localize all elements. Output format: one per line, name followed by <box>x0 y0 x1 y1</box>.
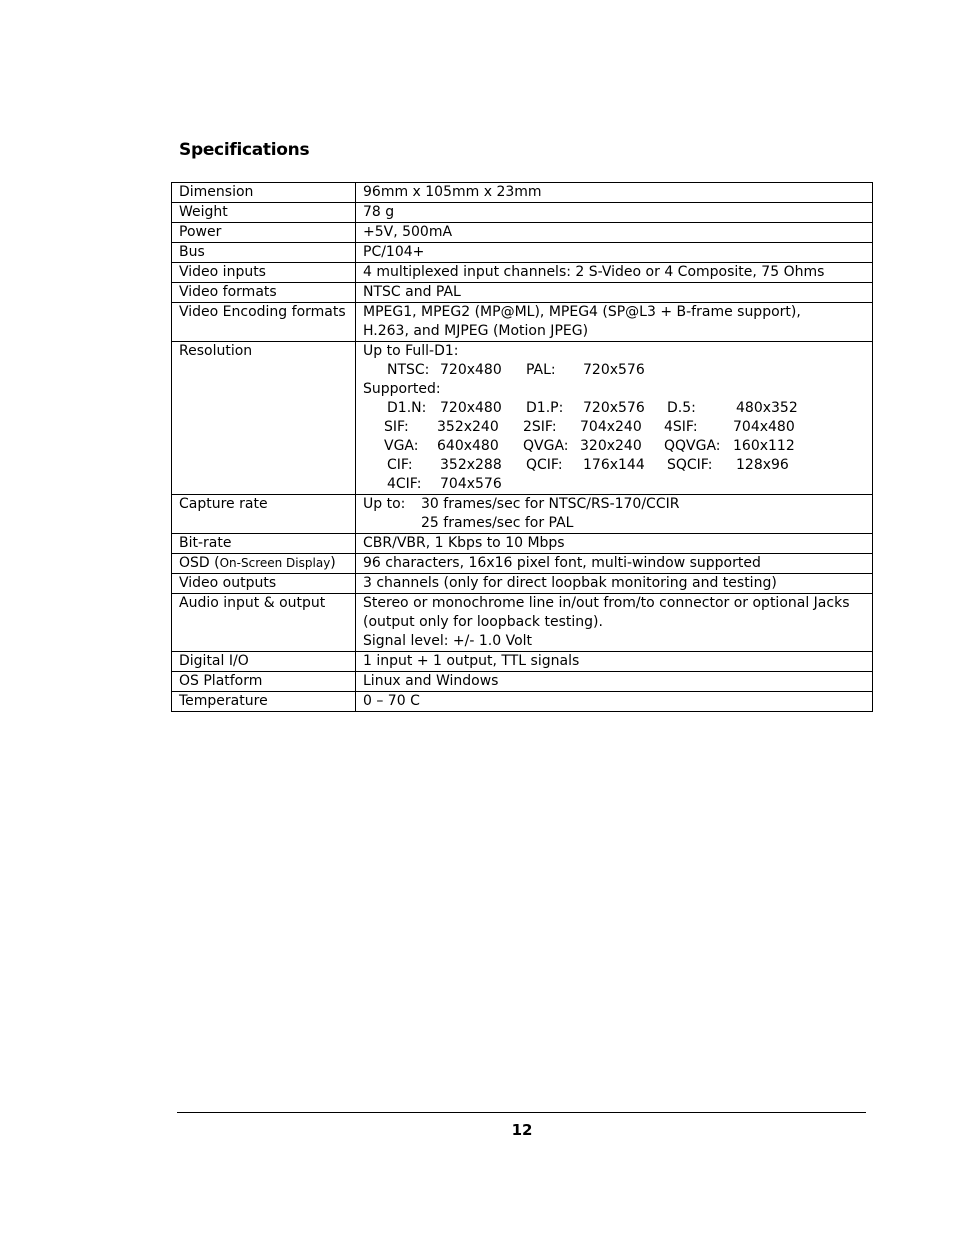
spec-label: Resolution <box>172 342 356 495</box>
spec-value: 78 g <box>356 203 873 223</box>
resolution-format-value: 720x576 <box>583 400 645 416</box>
spec-label: Video outputs <box>172 574 356 594</box>
spec-label: Bus <box>172 243 356 263</box>
spec-label: Capture rate <box>172 495 356 534</box>
resolution-value <box>356 342 873 495</box>
spec-value: CBR/VBR, 1 Kbps to 10 Mbps <box>356 534 873 554</box>
resolution-format-name: SIF: <box>384 419 409 435</box>
resolution-format-value: 128x96 <box>736 457 789 473</box>
spec-value: 3 channels (only for direct loopbak monitoring and testing) <box>356 574 873 594</box>
spec-label <box>172 554 356 574</box>
spec-label: Power <box>172 223 356 243</box>
table-row <box>172 594 873 652</box>
spec-value-line: H.263, and MJPEG (Motion JPEG) <box>363 323 589 339</box>
resolution-format-value: 704x576 <box>440 476 502 492</box>
resolution-format-value: 704x240 <box>580 419 642 435</box>
resolution-row <box>363 437 865 456</box>
table-row <box>172 283 873 303</box>
spec-value: 1 input + 1 output, TTL signals <box>356 652 873 672</box>
spec-label: Dimension <box>172 183 356 203</box>
section-title: Specifications <box>179 140 310 160</box>
table-row <box>172 342 873 495</box>
resolution-format-name: D1.P: <box>526 400 564 416</box>
resolution-format-name: 4SIF: <box>664 419 698 435</box>
resolution-format-name: D.5: <box>667 400 696 416</box>
resolution-format-value: 176x144 <box>583 457 645 473</box>
resolution-format-value: 704x480 <box>733 419 795 435</box>
table-row <box>172 672 873 692</box>
resolution-format-value: 720x480 <box>440 362 502 378</box>
spec-label: Video inputs <box>172 263 356 283</box>
resolution-format-name: D1.N: <box>387 400 427 416</box>
spec-value: +5V, 500mA <box>356 223 873 243</box>
resolution-format-name: QQVGA: <box>664 438 721 454</box>
spec-value: NTSC and PAL <box>356 283 873 303</box>
resolution-format-name: QVGA: <box>523 438 569 454</box>
resolution-format-value: 720x480 <box>440 400 502 416</box>
spec-value-line: Signal level: +/- 1.0 Volt <box>363 633 533 649</box>
spec-label: Video formats <box>172 283 356 303</box>
resolution-format-value: 160x112 <box>733 438 795 454</box>
page-number: 12 <box>511 1121 533 1139</box>
spec-label: Audio input & output <box>172 594 356 652</box>
spec-label-text: OSD ( <box>179 555 220 571</box>
specifications-table <box>171 182 873 712</box>
spec-value-line: 25 frames/sec for PAL <box>421 515 574 531</box>
spec-value-line: MPEG1, MPEG2 (MP@ML), MPEG4 (SP@L3 + B-frame support), <box>363 304 801 320</box>
spec-label: OS Platform <box>172 672 356 692</box>
resolution-format-name: 4CIF: <box>387 476 422 492</box>
spec-value: 0 – 70 C <box>356 692 873 712</box>
spec-label: Temperature <box>172 692 356 712</box>
table-row <box>172 574 873 594</box>
resolution-full-header: Up to Full-D1: <box>363 343 459 359</box>
resolution-supported-header: Supported: <box>363 381 441 397</box>
resolution-format-value: 320x240 <box>580 438 642 454</box>
table-row <box>172 534 873 554</box>
footer-divider <box>177 1112 866 1113</box>
table-row <box>172 223 873 243</box>
resolution-format-name: VGA: <box>384 438 419 454</box>
spec-value: PC/104+ <box>356 243 873 263</box>
resolution-format-value: 480x352 <box>736 400 798 416</box>
capture-rate-lead: Up to: <box>363 496 406 512</box>
spec-value: Linux and Windows <box>356 672 873 692</box>
spec-label: Video Encoding formats <box>172 303 356 342</box>
spec-value <box>356 594 873 652</box>
spec-value: 4 multiplexed input channels: 2 S-Video or 4 Composite, 75 Ohms <box>356 263 873 283</box>
resolution-format-name: 2SIF: <box>523 419 557 435</box>
spec-value <box>356 495 873 534</box>
resolution-format-name: PAL: <box>526 362 556 378</box>
resolution-format-name: CIF: <box>387 457 413 473</box>
spec-label: Bit-rate <box>172 534 356 554</box>
resolution-format-value: 640x480 <box>437 438 499 454</box>
resolution-row <box>363 418 865 437</box>
spec-value-line: (output only for loopback testing). <box>363 614 603 630</box>
spec-value-line: Stereo or monochrome line in/out from/to connector or optional Jacks <box>363 595 850 611</box>
spec-label-note: On-Screen Display <box>219 556 331 570</box>
table-row <box>172 554 873 574</box>
resolution-format-value: 720x576 <box>583 362 645 378</box>
spec-value-line: 30 frames/sec for NTSC/RS-170/CCIR <box>421 496 680 512</box>
table-row <box>172 183 873 203</box>
resolution-format-name: QCIF: <box>526 457 563 473</box>
resolution-full-row <box>363 361 865 380</box>
spec-label: Digital I/O <box>172 652 356 672</box>
table-row <box>172 303 873 342</box>
table-row <box>172 263 873 283</box>
resolution-row <box>363 475 865 494</box>
table-row <box>172 692 873 712</box>
table-row <box>172 652 873 672</box>
resolution-row <box>363 399 865 418</box>
capture-rate-line <box>363 495 865 514</box>
spec-value: 96mm x 105mm x 23mm <box>356 183 873 203</box>
spec-value <box>356 303 873 342</box>
resolution-format-value: 352x288 <box>440 457 502 473</box>
spec-label-text: ) <box>330 555 336 571</box>
resolution-format-value: 352x240 <box>437 419 499 435</box>
table-row <box>172 203 873 223</box>
spec-label: Weight <box>172 203 356 223</box>
capture-rate-line <box>363 514 865 533</box>
spec-value: 96 characters, 16x16 pixel font, multi-window supported <box>356 554 873 574</box>
table-row <box>172 243 873 263</box>
resolution-row <box>363 456 865 475</box>
table-row <box>172 495 873 534</box>
resolution-format-name: NTSC: <box>387 362 430 378</box>
resolution-format-name: SQCIF: <box>667 457 713 473</box>
